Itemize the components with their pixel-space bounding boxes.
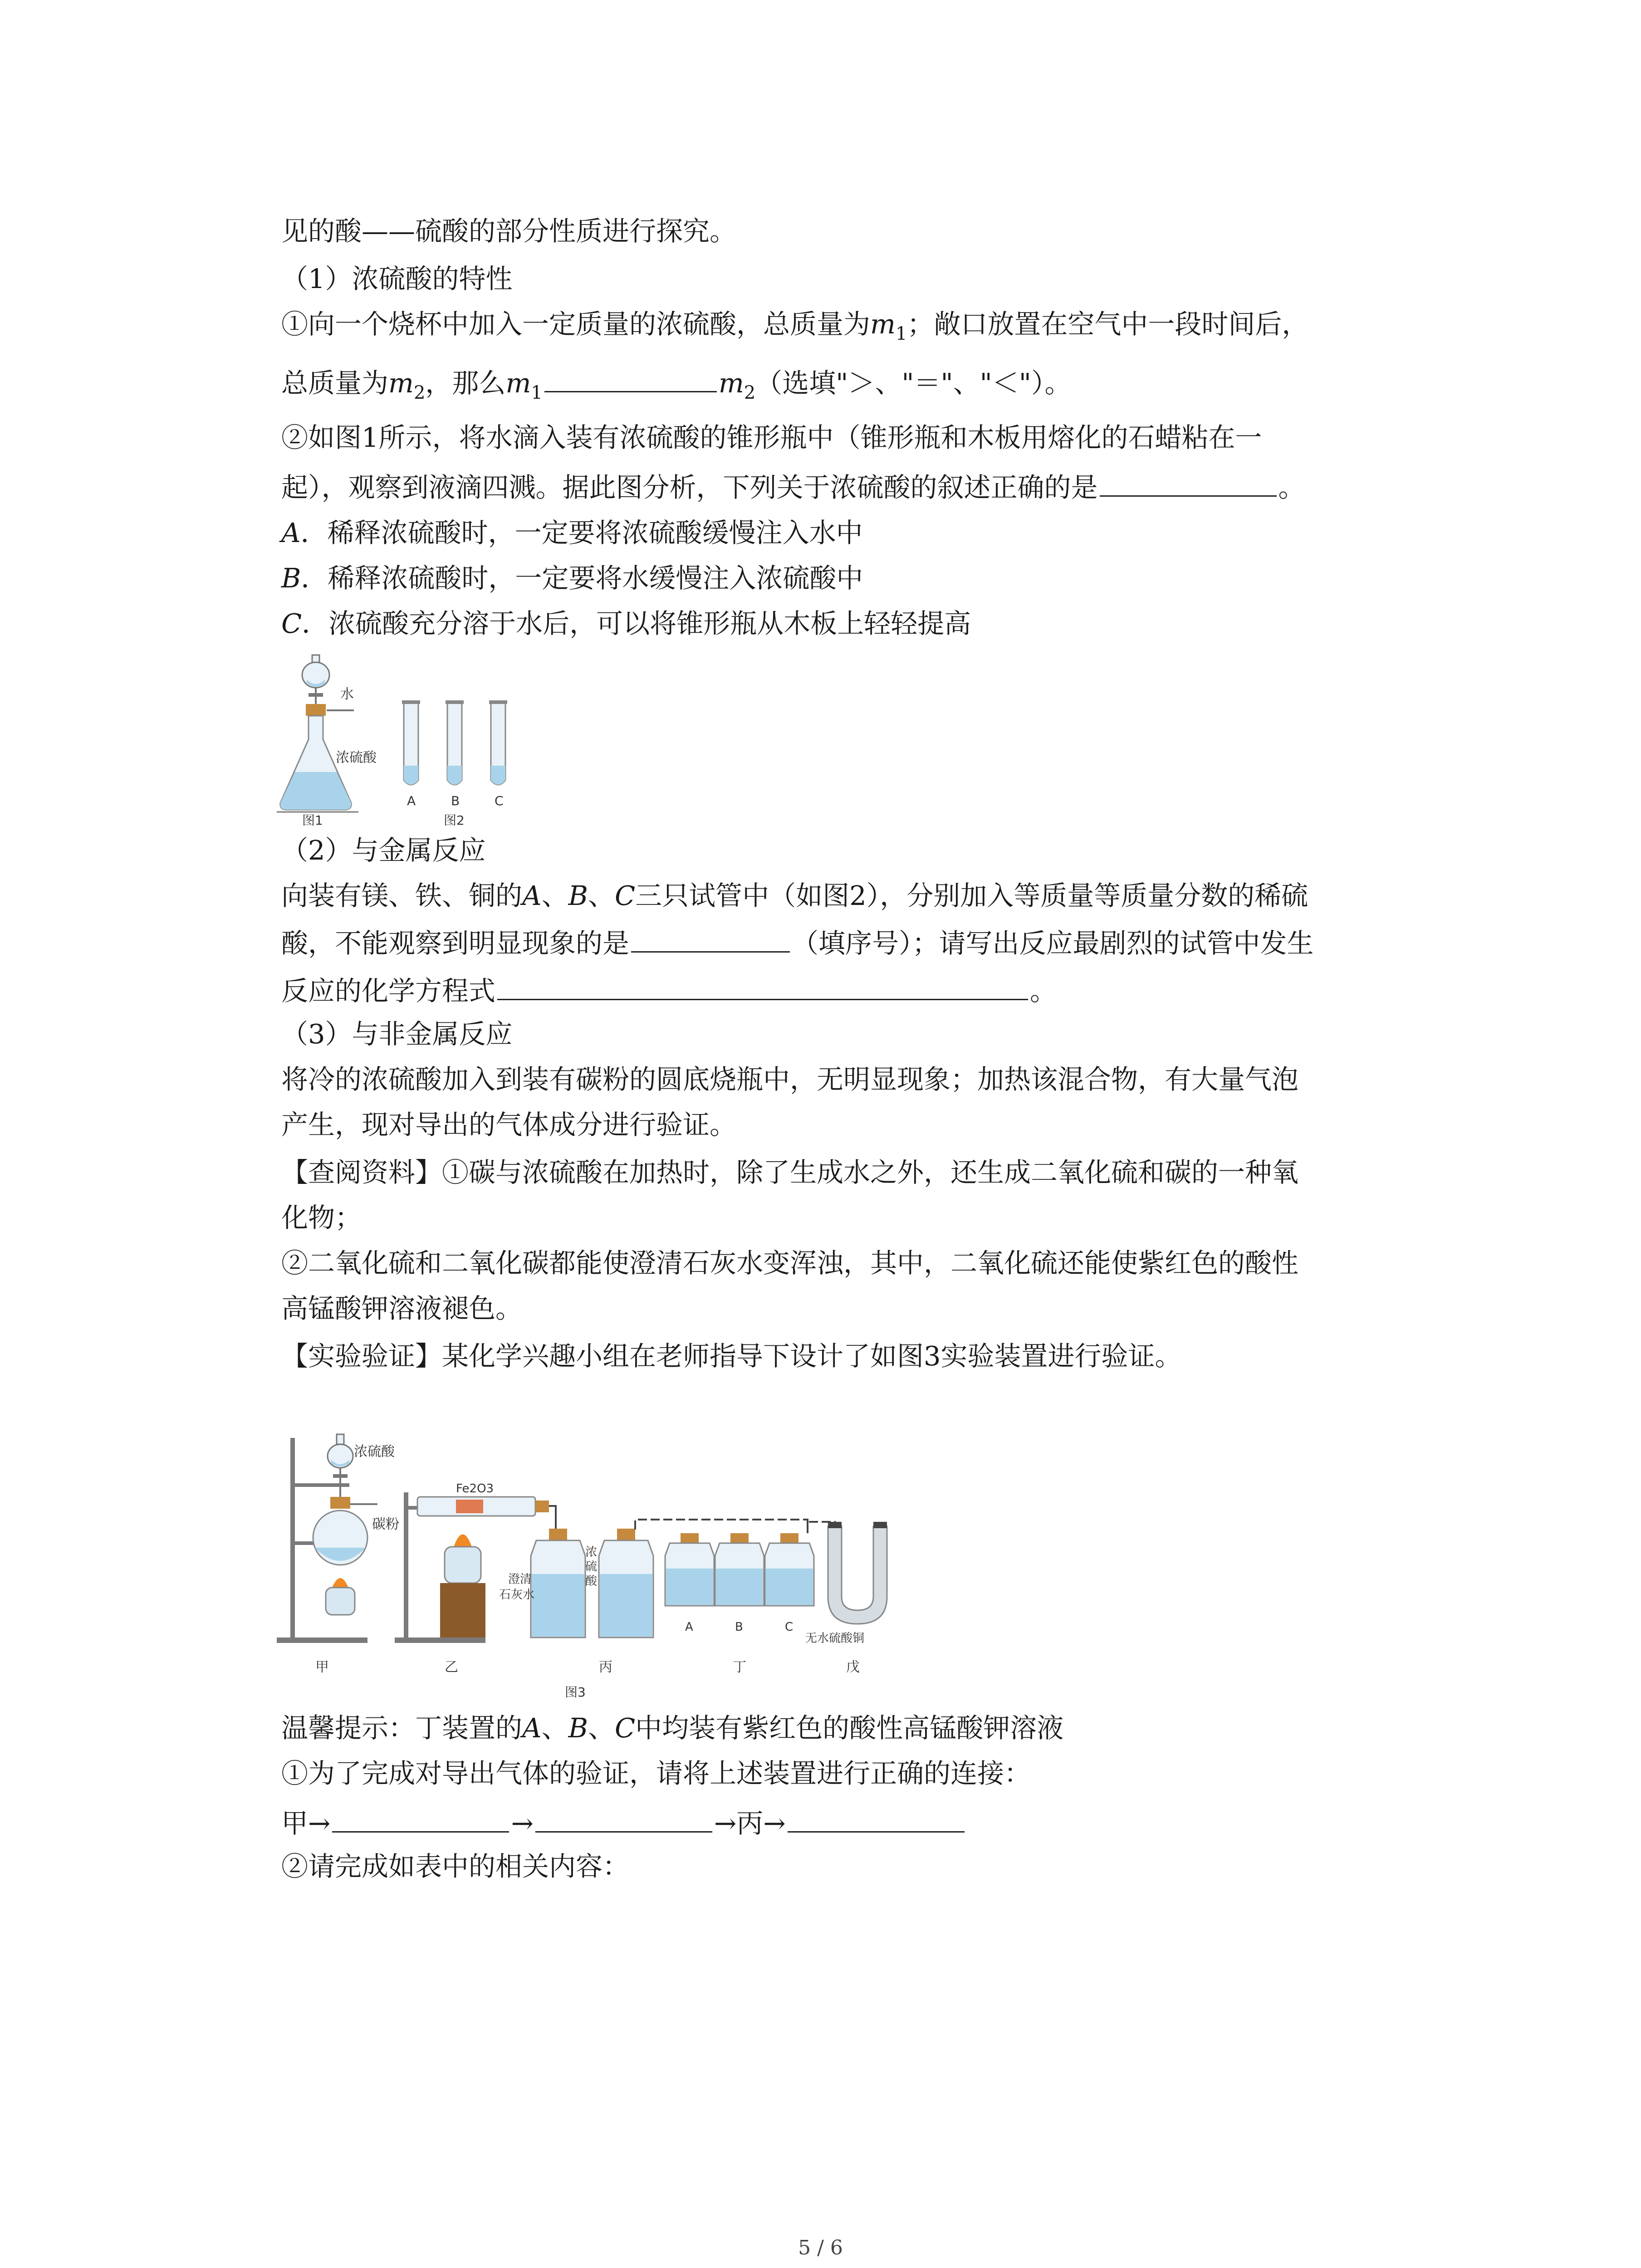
reference-line-1: 【查阅资料】①碳与浓硫酸在加热时，除了生成水之外，还生成二氧化硫和碳的一种氧: [281, 1157, 1299, 1188]
caption-fig-3: 图3: [565, 1685, 586, 1700]
question-2-line-2: 酸，不能观察到明显现象的是 （填序号）；请写出反应最剧烈的试管中发生: [281, 923, 1314, 962]
option-b: B．稀释浓硫酸时，一定要将水缓慢注入浓硫酸中: [281, 562, 863, 594]
experiment-line: 【实验验证】某化学兴趣小组在老师指导下设计了如图3实验装置进行验证。: [281, 1340, 1182, 1372]
section-1-heading: （1）浓硫酸的特性: [281, 263, 513, 294]
bottle-ding-b-icon: [715, 1533, 764, 1606]
figure-3: [272, 1424, 926, 1715]
label-water: 水: [340, 686, 354, 702]
label-ding-c: C: [785, 1620, 794, 1634]
label-tube-a: A: [407, 793, 416, 808]
label-wu: 戊: [846, 1659, 860, 1675]
label-cuso4: 无水硫酸铜: [805, 1632, 865, 1645]
figure-1-2: [277, 653, 531, 826]
label-acid2-b: 硫: [585, 1560, 598, 1574]
label-ding-b: B: [735, 1620, 743, 1634]
label-acid: 浓硫酸: [336, 750, 377, 766]
label-fig3-acid: 浓硫酸: [354, 1444, 395, 1460]
text-line-16: 产生，现对导出的气体成分进行验证。: [281, 1109, 737, 1140]
caption-fig-1: 图1: [302, 813, 323, 826]
caption-fig-2: 图2: [444, 813, 465, 826]
section-2-heading: （2）与金属反应: [281, 835, 486, 866]
answer-blank-5[interactable]: [332, 1803, 509, 1833]
label-jia: 甲: [315, 1659, 329, 1675]
hint-line: 温馨提示：丁装置的A、B、C中均装有紫红色的酸性高锰酸钾溶液: [281, 1712, 1064, 1744]
label-fe2o3: Fe2O3: [456, 1482, 494, 1496]
label-limewater-2: 石灰水: [499, 1588, 535, 1602]
answer-blank-1[interactable]: [544, 363, 717, 392]
answer-blank-2[interactable]: [1100, 467, 1277, 497]
reference-line-2: 化物；: [281, 1202, 362, 1233]
option-c: C．浓硫酸充分溶于水后，可以将锥形瓶从木板上轻轻提高: [281, 608, 971, 639]
label-bing: 丙: [599, 1659, 612, 1675]
question-3-2: ②请完成如表中的相关内容：: [281, 1851, 630, 1882]
reference-line-4: 高锰酸钾溶液褪色。: [281, 1293, 523, 1324]
bottle-concentrated-acid-icon: [599, 1529, 653, 1637]
question-1-1-line-2: 总质量为$m_2$，那么$m_1$ $m_2$（选填"＞、"＝"、"＜"）。: [281, 363, 1071, 411]
test-tube-c-icon: [489, 700, 507, 785]
apparatus-yi: [395, 1492, 549, 1643]
text-line-1: 见的酸——硫酸的部分性质进行探究。: [281, 215, 737, 247]
label-tube-c: C: [495, 793, 504, 808]
label-carbon: 碳粉: [372, 1516, 399, 1532]
bottle-ding-c-icon: [765, 1533, 814, 1606]
label-yi: 乙: [445, 1659, 458, 1675]
question-2-line-1: 向装有镁、铁、铜的A、B、C三只试管中（如图2），分别加入等质量等质量分数的稀硫: [281, 880, 1308, 911]
answer-blank-6[interactable]: [535, 1803, 712, 1833]
question-1-2-line-1: ②如图1所示，将水滴入装有浓硫酸的锥形瓶中（锥形瓶和木板用熔化的石蜡粘在一: [281, 422, 1262, 453]
page-number: 5 / 6: [798, 2236, 843, 2259]
question-1-2-line-2: 起），观察到液滴四溅。据此图分析，下列关于浓硫酸的叙述正确的是 。: [281, 467, 1305, 506]
label-acid2-c: 酸: [585, 1574, 598, 1588]
bottle-ding-a-icon: [665, 1533, 714, 1606]
question-1-1-line-1: ①向一个烧杯中加入一定质量的浓硫酸，总质量为$m_1$；敞口放置在空气中一段时间后，: [281, 308, 1309, 344]
label-ding: 丁: [733, 1659, 746, 1675]
text-line-15: 将冷的浓硫酸加入到装有碳粉的圆底烧瓶中，无明显现象；加热该混合物，有大量气泡: [281, 1064, 1299, 1095]
reference-line-3: ②二氧化硫和二氧化碳都能使澄清石灰水变浑浊，其中，二氧化硫还能使紫红色的酸性: [281, 1247, 1299, 1279]
option-a: A．稀释浓硫酸时，一定要将浓硫酸缓慢注入水中: [281, 517, 863, 548]
label-acid2-a: 浓: [585, 1545, 598, 1559]
label-ding-a: A: [685, 1620, 693, 1634]
bottle-limewater-icon: [531, 1529, 585, 1637]
question-2-line-3: 反应的化学方程式 。: [281, 971, 1057, 1009]
label-tube-b: B: [451, 793, 460, 808]
test-tube-a-icon: [402, 700, 420, 785]
u-tube-icon: [828, 1522, 887, 1624]
apparatus-jia: [277, 1434, 377, 1643]
label-limewater-1: 澄清: [508, 1573, 532, 1586]
answer-blank-3[interactable]: [631, 923, 790, 953]
question-3-1: ①为了完成对导出气体的验证，请将上述装置进行正确的连接：: [281, 1758, 1031, 1789]
test-tube-b-icon: [446, 700, 464, 785]
section-3-heading: （3）与非金属反应: [281, 1018, 513, 1050]
answer-blank-7[interactable]: [788, 1803, 965, 1833]
answer-blank-4[interactable]: [497, 971, 1028, 1000]
connection-line: 甲→ → →丙→: [281, 1803, 966, 1842]
